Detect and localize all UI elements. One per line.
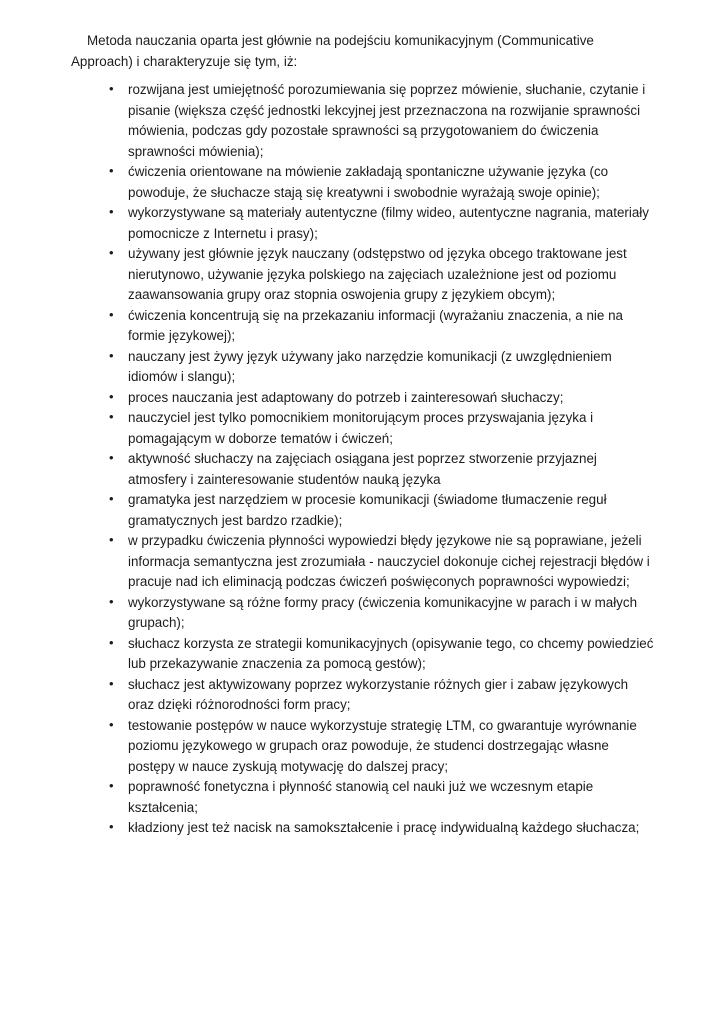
bullet-icon: •	[109, 450, 114, 465]
list-item	[109, 675, 656, 716]
list-item	[109, 449, 656, 490]
bullet-icon: •	[109, 532, 114, 547]
bullet-icon: •	[109, 306, 114, 322]
list-item-text: gramatyka jest narzędziem w procesie komunikacji (świadome tłumaczenie reguł gramatycznych jest bardzo rzadkie);	[128, 492, 607, 528]
bullet-icon: •	[109, 163, 114, 178]
bullet-icon: •	[109, 716, 114, 732]
list-item-text: proces nauczania jest adaptowany do potrzeb i zainteresowań słuchaczy;	[128, 389, 564, 405]
list-item	[109, 634, 656, 675]
list-item-text: nauczany jest żywy język używany jako narzędzie komunikacji (z uwzględnieniem idiomów i slangu);	[128, 348, 612, 384]
bullet-icon: •	[109, 245, 114, 260]
list-item	[109, 244, 656, 306]
bullet-icon: •	[109, 81, 114, 96]
list-item	[109, 162, 656, 203]
list-item-text: słuchacz korzysta ze strategii komunikacyjnych (opisywanie tego, co chcemy powiedzieć lub przekazywanie znaczenia za pomocą gestów);	[128, 635, 654, 671]
list-item-text: kładziony jest też nacisk na samokształcenie i pracę indywidualną każdego słuchacza;	[128, 820, 640, 835]
list-item-text: poprawność fonetyczna i płynność stanowią cel nauki już we wczesnym etapie kształcenia;	[128, 779, 594, 815]
bullet-icon: •	[109, 675, 114, 691]
list-item	[109, 716, 656, 778]
list-item-text: testowanie postępów w nauce wykorzystuje strategię LTM, co gwarantuje wyrównanie poziomu językowego w grupach oraz powoduje, że studenci dostrzegając własne postępy w nauce zyskują motywację do dalszej pracy;	[128, 717, 637, 774]
bullet-icon: •	[109, 593, 114, 609]
bullet-icon: •	[109, 819, 114, 834]
list-item	[109, 347, 656, 388]
bullet-list	[71, 80, 658, 839]
list-item-text: używany jest głównie język nauczany (odstępstwo od języka obcego traktowane jest nierutynowo, używanie języka polskiego na zajęciach uzależnione jest od poziomu zaawansowania grupy oraz stopnia oswojenia grupy z językiem obcym);	[128, 246, 627, 302]
list-item	[109, 777, 656, 818]
list-item	[109, 306, 656, 347]
list-item-text: ćwiczenia koncentrują się na przekazaniu informacji (wyrażaniu znaczenia, a nie na formie językowej);	[128, 307, 623, 343]
bullet-icon: •	[109, 409, 114, 424]
bullet-icon: •	[109, 491, 114, 506]
list-item	[109, 593, 656, 634]
list-item	[109, 203, 656, 244]
list-item	[109, 408, 656, 449]
bullet-icon: •	[109, 388, 114, 404]
list-item-text: słuchacz jest aktywizowany poprzez wykorzystanie różnych gier i zabaw językowych oraz dzięki różnorodności form pracy;	[128, 676, 629, 712]
list-item	[109, 80, 656, 162]
bullet-icon: •	[109, 204, 114, 219]
bullet-icon: •	[109, 347, 114, 363]
list-item-text: wykorzystywane są różne formy pracy (ćwiczenia komunikacyjne w parach i w małych grupach);	[128, 594, 638, 630]
list-item	[109, 818, 656, 839]
list-item-text: nauczyciel jest tylko pomocnikiem monitorującym proces przyswajania języka i pomagającym w doborze tematów i ćwiczeń;	[128, 410, 594, 446]
list-item-text: rozwijana jest umiejętność porozumiewania się poprzez mówienie, słuchanie, czytanie i pisanie (większa część jednostki lekcyjnej jest przeznaczona na rozwijanie sprawności mówienia, podczas gdy pozostałe sprawności są przygotowaniem do ćwiczenia sprawności mówienia);	[128, 82, 646, 159]
list-item-text: ćwiczenia orientowane na mówienie zakładają spontaniczne używanie języka (co powoduje, że słuchacze stają się kreatywni i swobodnie wyrażają swoje opinie);	[128, 164, 609, 200]
list-item-text: w przypadku ćwiczenia płynności wypowiedzi błędy językowe nie są poprawiane, jeżeli informacja semantyczna jest zrozumiała - nauczyciel dokonuje cichej rejestracji błędów i pracuje nad ich eliminacją podczas ćwiczeń poświęconych poprawności wypowiedzi;	[128, 533, 650, 589]
bullet-icon: •	[109, 778, 114, 793]
intro-paragraph: Metoda nauczania oparta jest głównie na podejściu komunikacyjnym (Communicative Approach) i charakteryzuje się tym, iż:	[71, 33, 594, 69]
list-item	[109, 531, 656, 593]
list-item-text: aktywność słuchaczy na zajęciach osiągana jest poprzez stworzenie przyjaznej atmosfery i zainteresowanie studentów nauką języka	[128, 451, 597, 487]
bullet-icon: •	[109, 634, 114, 650]
list-item	[109, 388, 656, 409]
list-item	[109, 490, 656, 531]
list-item-text: wykorzystywane są materiały autentyczne (filmy wideo, autentyczne nagrania, materiały pomocnicze z Internetu i prasy);	[128, 205, 649, 241]
